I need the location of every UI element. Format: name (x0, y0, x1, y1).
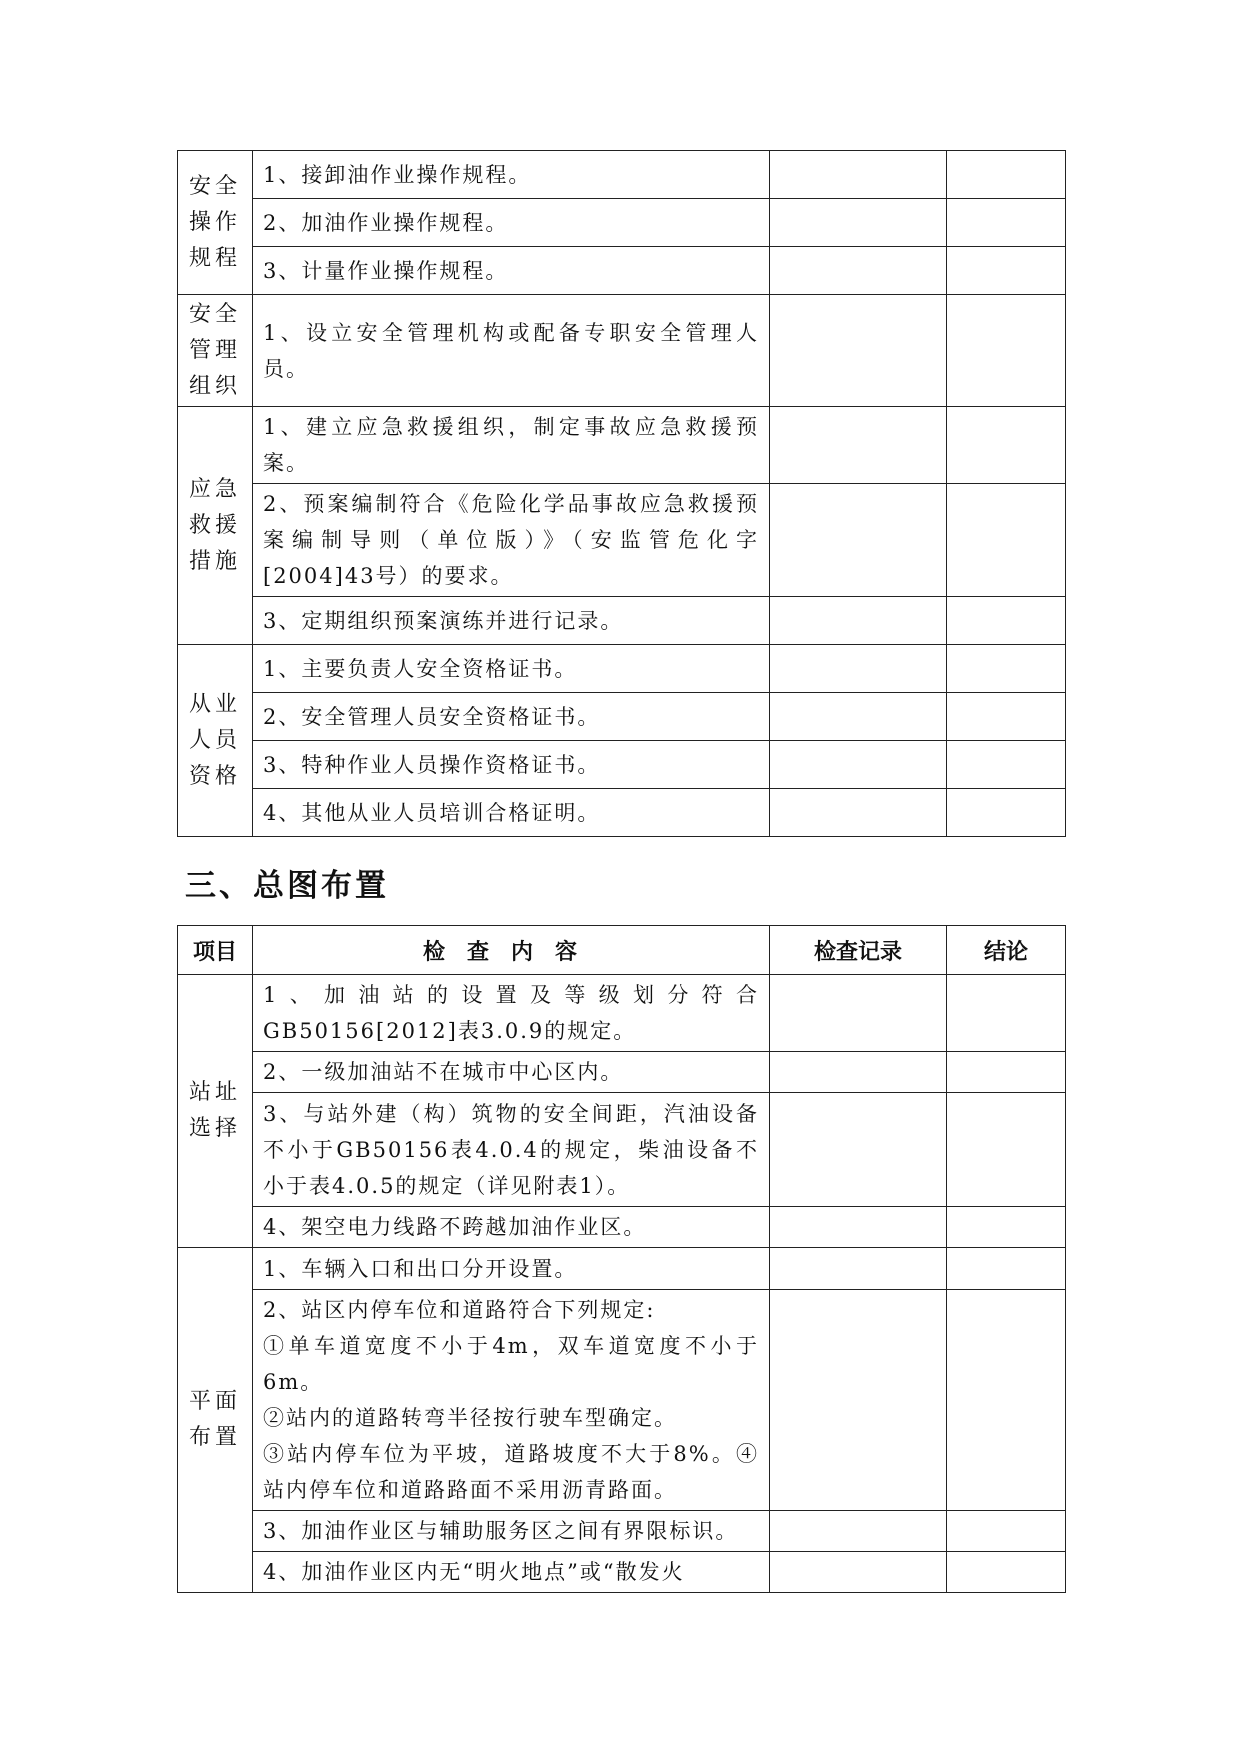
content-cell (253, 1290, 770, 1511)
site-layout-checklist-table (177, 925, 1066, 1593)
table-row (178, 741, 1066, 789)
record-cell[interactable] (770, 407, 947, 484)
record-cell[interactable] (770, 151, 947, 199)
conclusion-cell[interactable] (947, 1207, 1066, 1248)
table-row (178, 247, 1066, 295)
content-cell: 3、与站外建（构）筑物的安全间距，汽油设备不小于GB50156表4.0.4的规定，柴油设备不小于表4.0.5的规定（详见附表1）。 (253, 1093, 770, 1207)
header-row (178, 926, 1066, 975)
record-cell[interactable] (770, 484, 947, 597)
table-row (178, 295, 1066, 407)
content-cell: 3、特种作业人员操作资格证书。 (253, 741, 770, 789)
record-cell[interactable] (770, 741, 947, 789)
item-cell: 安全管理组织 (178, 295, 253, 407)
table-row (178, 151, 1066, 199)
item-cell: 从业人员资格 (178, 645, 253, 837)
item-cell: 平面布置 (178, 1248, 253, 1593)
record-cell[interactable] (770, 645, 947, 693)
table-row (178, 407, 1066, 484)
content-line: ②站内的道路转弯半径按行驶车型确定。 (263, 1406, 677, 1430)
content-cell: 1、主要负责人安全资格证书。 (253, 645, 770, 693)
conclusion-cell[interactable] (947, 645, 1066, 693)
record-cell[interactable] (770, 199, 947, 247)
content-cell: 1、车辆入口和出口分开设置。 (253, 1248, 770, 1290)
table-row (178, 1207, 1066, 1248)
content-cell: 2、加油作业操作规程。 (253, 199, 770, 247)
content-cell: 2、安全管理人员安全资格证书。 (253, 693, 770, 741)
table-row (178, 975, 1066, 1052)
content-cell: 2、一级加油站不在城市中心区内。 (253, 1052, 770, 1093)
section-title: 三、总图布置 (185, 868, 389, 904)
table-row (178, 1290, 1066, 1511)
content-cell: 4、加油作业区内无“明火地点”或“散发火 (253, 1552, 770, 1593)
conclusion-cell[interactable] (947, 484, 1066, 597)
content-cell: 3、计量作业操作规程。 (253, 247, 770, 295)
item-cell: 应急救援措施 (178, 407, 253, 645)
record-cell[interactable] (770, 1207, 947, 1248)
content-cell: 3、定期组织预案演练并进行记录。 (253, 597, 770, 645)
table-row (178, 1248, 1066, 1290)
content-cell: 1、加油站的设置及等级划分符合GB50156[2012]表3.0.9的规定。 (253, 975, 770, 1052)
record-cell[interactable] (770, 1248, 947, 1290)
content-cell: 4、其他从业人员培训合格证明。 (253, 789, 770, 837)
record-cell[interactable] (770, 789, 947, 837)
record-cell[interactable] (770, 693, 947, 741)
conclusion-cell[interactable] (947, 247, 1066, 295)
record-cell[interactable] (770, 247, 947, 295)
header-item: 项目 (178, 926, 253, 975)
table-row (178, 789, 1066, 837)
conclusion-cell[interactable] (947, 407, 1066, 484)
table-row (178, 484, 1066, 597)
conclusion-cell[interactable] (947, 151, 1066, 199)
record-cell[interactable] (770, 1511, 947, 1552)
conclusion-cell[interactable] (947, 1290, 1066, 1511)
table-row (178, 199, 1066, 247)
record-cell[interactable] (770, 975, 947, 1052)
content-cell: 4、架空电力线路不跨越加油作业区。 (253, 1207, 770, 1248)
content-cell: 2、预案编制符合《危险化学品事故应急救援预案编制导则（单位版）》（安监管危化字[2004]43号）的要求。 (253, 484, 770, 597)
table-row (178, 1052, 1066, 1093)
header-content: 检查内容 (253, 926, 770, 975)
content-cell: 3、加油作业区与辅助服务区之间有界限标识。 (253, 1511, 770, 1552)
table-row (178, 645, 1066, 693)
table-row (178, 1552, 1066, 1593)
conclusion-cell[interactable] (947, 295, 1066, 407)
content-cell: 1、建立应急救援组织，制定事故应急救援预案。 (253, 407, 770, 484)
content-cell: 1、设立安全管理机构或配备专职安全管理人员。 (253, 295, 770, 407)
record-cell[interactable] (770, 1052, 947, 1093)
record-cell[interactable] (770, 1552, 947, 1593)
table-row (178, 597, 1066, 645)
conclusion-cell[interactable] (947, 597, 1066, 645)
table-row (178, 1093, 1066, 1207)
conclusion-cell[interactable] (947, 1052, 1066, 1093)
conclusion-cell[interactable] (947, 1511, 1066, 1552)
conclusion-cell[interactable] (947, 199, 1066, 247)
conclusion-cell[interactable] (947, 975, 1066, 1052)
conclusion-cell[interactable] (947, 1093, 1066, 1207)
content-line: ③站内停车位为平坡，道路坡度不大于8%。④站内停车位和道路路面不采用沥青路面。 (263, 1442, 759, 1502)
conclusion-cell[interactable] (947, 1552, 1066, 1593)
record-cell[interactable] (770, 1093, 947, 1207)
safety-checklist-table-1 (177, 150, 1066, 837)
table-row (178, 693, 1066, 741)
item-cell: 站址选择 (178, 975, 253, 1248)
content-cell: 1、接卸油作业操作规程。 (253, 151, 770, 199)
record-cell[interactable] (770, 1290, 947, 1511)
record-cell[interactable] (770, 597, 947, 645)
conclusion-cell[interactable] (947, 693, 1066, 741)
table-row (178, 1511, 1066, 1552)
record-cell[interactable] (770, 295, 947, 407)
content-line: ①单车道宽度不小于4m，双车道宽度不小于6m。 (263, 1334, 759, 1394)
content-line: 2、站区内停车位和道路符合下列规定: (263, 1298, 656, 1322)
header-record: 检查记录 (770, 926, 947, 975)
item-cell: 安全操作规程 (178, 151, 253, 295)
header-conclusion: 结论 (947, 926, 1066, 975)
conclusion-cell[interactable] (947, 789, 1066, 837)
conclusion-cell[interactable] (947, 1248, 1066, 1290)
conclusion-cell[interactable] (947, 741, 1066, 789)
